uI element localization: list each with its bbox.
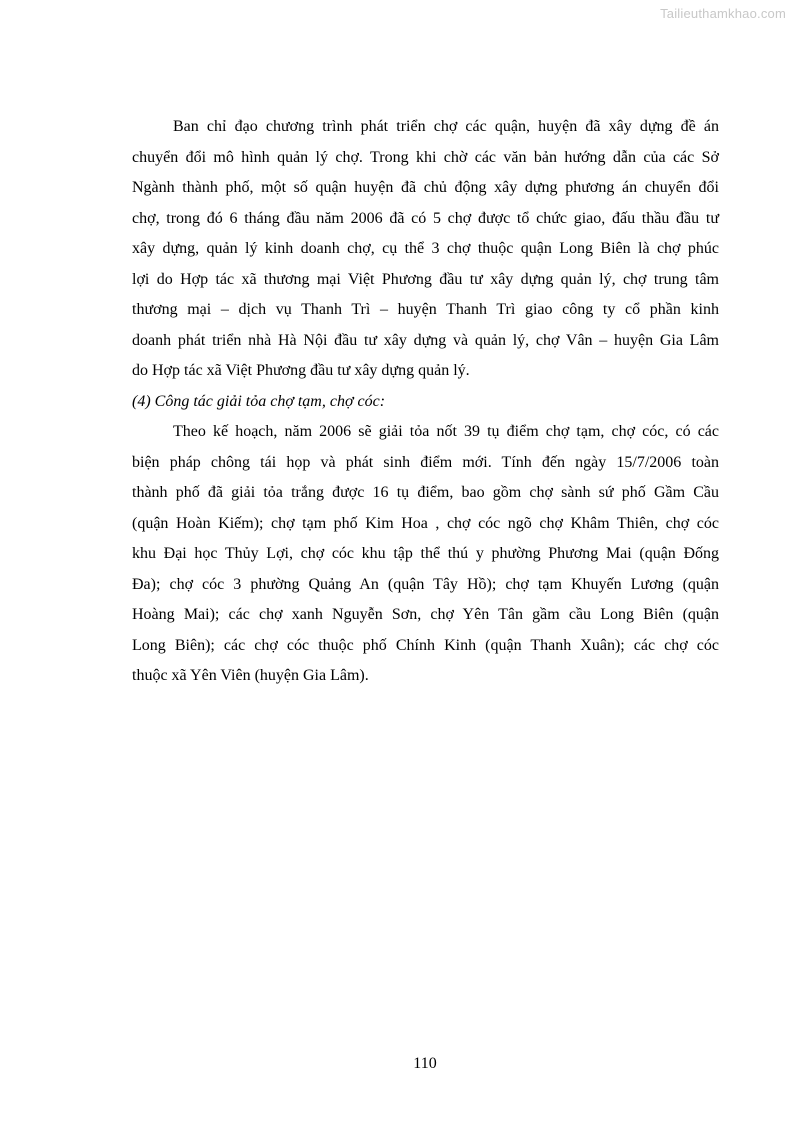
- text-line: khu Đại học Thủy Lợi, chợ cóc khu tập thể thú y phường Phương Mai (quận Đống: [132, 545, 719, 562]
- paragraph-market-conversion: [132, 112, 719, 387]
- document-body: [132, 112, 719, 692]
- text-line: Đa); chợ cóc 3 phường Quảng An (quận Tây Hồ); chợ tạm Khuyến Lương (quận: [132, 575, 719, 593]
- section-heading: (4) Công tác giải tỏa chợ tạm, chợ cóc:: [132, 392, 386, 410]
- text-line: biện pháp chông tái họp và phát sinh điểm mới. Tính đến ngày 15/7/2006 toàn: [132, 453, 719, 471]
- text-line: chợ, trong đó 6 tháng đầu năm 2006 đã có 5 chợ được tổ chức giao, đấu thầu đầu tư: [132, 209, 719, 227]
- text-line: chuyển đổi mô hình quản lý chợ. Trong khi chờ các văn bản hướng dẫn của các Sở: [132, 148, 719, 166]
- text-line: (quận Hoàn Kiếm); chợ tạm phố Kim Hoa , chợ cóc ngõ chợ Khâm Thiên, chợ cóc: [132, 514, 719, 532]
- text-line: Theo kế hoạch, năm 2006 sẽ giải tỏa nốt 39 tụ điểm chợ tạm, chợ cóc, có các: [173, 423, 719, 440]
- text-line: thương mại – dịch vụ Thanh Trì – huyện Thanh Trì giao công ty cổ phần kinh: [132, 301, 719, 318]
- paragraph-market-clearance: [132, 417, 719, 692]
- text-line: doanh phát triển nhà Hà Nội đầu tư xây dựng và quản lý, chợ Vân – huyện Gia Lâm: [132, 331, 719, 349]
- text-line: Ngành thành phố, một số quận huyện đã chủ động xây dựng phương án chuyển đổi: [132, 179, 719, 196]
- text-line: lợi do Hợp tác xã thương mại Việt Phương đầu tư xây dựng quản lý, chợ trung tâm: [132, 270, 719, 288]
- text-line: Hoàng Mai); các chợ xanh Nguyễn Sơn, chợ Yên Tân gầm cầu Long Biên (quận: [132, 606, 719, 623]
- text-line: xây dựng, quản lý kinh doanh chợ, cụ thể 3 chợ thuộc quận Long Biên là chợ phúc: [132, 240, 719, 257]
- text-line: do Hợp tác xã Việt Phương đầu tư xây dựng quản lý.: [132, 362, 470, 379]
- text-line: Ban chỉ đạo chương trình phát triển chợ các quận, huyện đã xây dựng đề án: [173, 118, 719, 135]
- text-line: thành phố đã giải tỏa trắng được 16 tụ điểm, bao gồm chợ sành sứ phố Gầm Cầu: [132, 484, 719, 501]
- watermark: Tailieuthamkhao.com: [660, 6, 786, 21]
- page-number: 110: [413, 1055, 437, 1072]
- text-line: Long Biên); các chợ cóc thuộc phố Chính Kinh (quận Thanh Xuân); các chợ cóc: [132, 636, 719, 654]
- text-line: thuộc xã Yên Viên (huyện Gia Lâm).: [132, 667, 369, 684]
